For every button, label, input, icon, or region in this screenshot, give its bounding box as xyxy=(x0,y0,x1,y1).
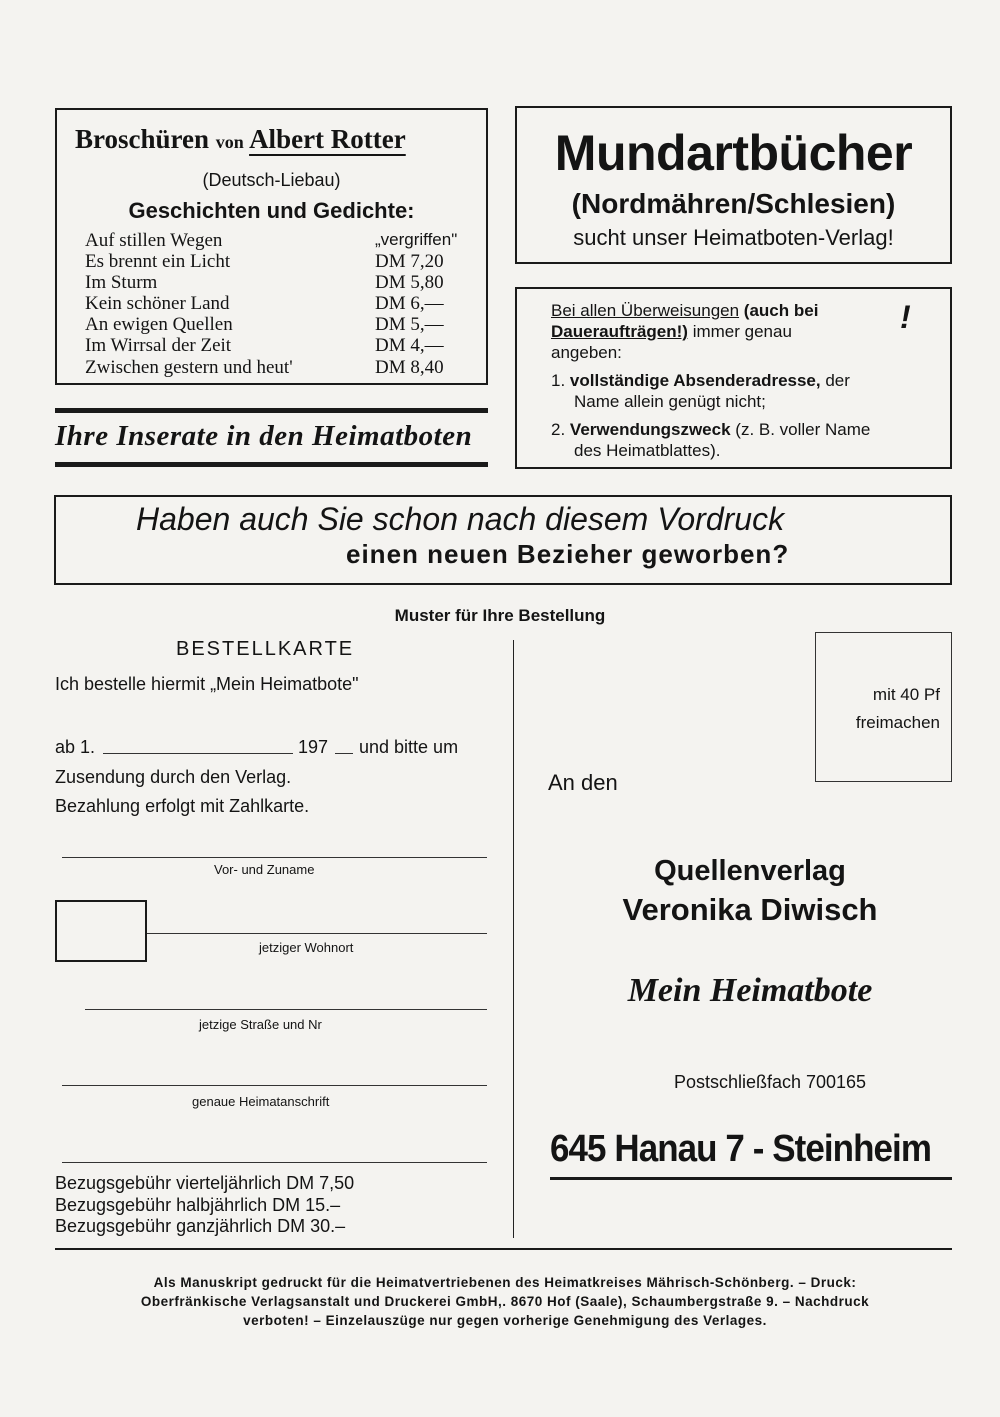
order-line-4: Bezahlung erfolgt mit Zahlkarte. xyxy=(55,796,310,816)
subscriber-ad-line-2: einen neuen Bezieher geworben? xyxy=(346,539,790,569)
mundart-line: sucht unser Heimatboten-Verlag! xyxy=(573,225,894,250)
brochure-price: DM 8,40 xyxy=(375,357,444,378)
inserate-rule-top xyxy=(55,408,488,413)
notice-line-3: angeben: xyxy=(551,343,622,362)
brochure-title: Zwischen gestern und heut' xyxy=(85,357,293,378)
notice-line-1 xyxy=(551,301,818,321)
brochure-row xyxy=(85,230,465,252)
heimat-line xyxy=(62,1085,487,1086)
brochure-row xyxy=(85,272,465,294)
publisher-name: Quellenverlag xyxy=(654,855,846,887)
item-number: 1. xyxy=(551,371,566,390)
brochure-price: DM 7,20 xyxy=(375,251,444,272)
rotter-heading: Geschichten und Gedichte: xyxy=(128,198,415,223)
extra-line xyxy=(62,1162,487,1163)
po-box: Postschließfach 700165 xyxy=(673,1072,867,1092)
author-name: Albert Rotter xyxy=(249,124,406,154)
notice-item-2-cont: des Heimatblattes). xyxy=(574,441,721,460)
name-line xyxy=(62,857,487,858)
mundart-subtitle: (Nordmähren/Schlesien) xyxy=(571,188,896,219)
publisher-owner: Veronika Diwisch xyxy=(622,892,878,927)
imprint-line-2: Oberfränkische Verlagsanstalt und Druckerei GmbH,. 8670 Hof (Saale), Schaumbergstraße 9. – Nachdruck xyxy=(140,1294,870,1309)
sample-heading: Muster für Ihre Bestellung xyxy=(394,606,606,625)
item-text: der xyxy=(825,371,850,390)
order-suffix: und bitte um xyxy=(359,737,459,757)
fee-quarterly: Bezugsgebühr vierteljährlich DM 7,50 xyxy=(55,1173,355,1193)
brochure-row xyxy=(85,335,465,357)
imprint-line-3: verboten! – Einzelauszüge nur gegen vorherige Genehmigung des Verlages. xyxy=(243,1313,767,1328)
brochure-title: Im Sturm xyxy=(85,272,158,293)
label-wohnort: jetziger Wohnort xyxy=(259,940,354,955)
newspaper-name: Mein Heimatbote xyxy=(627,972,873,1009)
brochure-price: DM 5,— xyxy=(375,314,444,335)
brochure-row xyxy=(85,293,465,315)
footer-rule xyxy=(55,1248,952,1250)
brochure-title: Kein schöner Land xyxy=(85,293,230,314)
city-underline xyxy=(550,1177,952,1180)
brochure-row xyxy=(85,251,465,273)
label-strasse: jetzige Straße und Nr xyxy=(199,1017,322,1032)
stamp-box xyxy=(815,632,952,782)
notice-line-2 xyxy=(551,322,792,342)
notice-item-1-cont: Name allein genügt nicht; xyxy=(574,392,766,411)
title-prefix: Broschüren xyxy=(75,124,210,154)
inserate-rule-bottom xyxy=(55,462,488,467)
order-line-3: Zusendung durch den Verlag. xyxy=(55,767,292,787)
brochure-title: Im Wirrsal der Zeit xyxy=(85,335,232,356)
brochure-row xyxy=(85,357,465,379)
label-heimat: genaue Heimatanschrift xyxy=(192,1094,330,1109)
brochure-price: DM 5,80 xyxy=(375,272,444,293)
order-year xyxy=(298,737,328,758)
brochure-title: An ewigen Quellen xyxy=(85,314,233,335)
fee-halfyear: Bezugsgebühr halbjährlich DM 15.– xyxy=(55,1195,341,1215)
rotter-box-title xyxy=(75,124,406,155)
imprint-footer xyxy=(75,1273,935,1330)
fee-yearly: Bezugsgebühr ganzjährlich DM 30.– xyxy=(55,1216,346,1236)
title-von: von xyxy=(215,132,244,152)
brochure-title: Es brennt ein Licht xyxy=(85,251,231,272)
city-address: 645 Hanau 7 - Steinheim xyxy=(550,1128,932,1170)
notice-item-1 xyxy=(551,371,850,391)
item-bold: Verwendungszweck xyxy=(569,420,731,439)
inserate-banner: Ihre Inserate in den Heimatboten xyxy=(55,420,473,452)
form-small-box xyxy=(55,900,147,962)
exclamation-mark: ! xyxy=(900,299,911,335)
subscriber-ad-line-1: Haben auch Sie schon nach diesem Vordruck xyxy=(136,501,785,537)
label-name: Vor- und Zuname xyxy=(214,862,315,877)
item-bold: vollständige Absenderadresse, xyxy=(569,371,821,390)
address-to: An den xyxy=(548,770,618,795)
start-prefix: ab 1. xyxy=(55,737,96,757)
stamp-line-1: mit 40 Pf xyxy=(872,685,940,704)
transfer-notice-box xyxy=(515,287,952,469)
order-line-1: Ich bestelle hiermit „Mein Heimatbote" xyxy=(55,674,359,694)
item-number: 2. xyxy=(551,420,566,439)
rotter-subtitle: (Deutsch-Liebau) xyxy=(202,170,341,190)
brochure-price: DM 6,— xyxy=(375,293,444,314)
year-blank-line xyxy=(335,753,353,754)
strasse-line xyxy=(85,1009,487,1010)
year-prefix: 197 xyxy=(298,737,329,757)
notice-underlined: Bei allen Überweisungen xyxy=(551,301,740,320)
rotter-brochures-box xyxy=(55,108,488,385)
brochure-price: „vergriffen" xyxy=(375,230,458,249)
card-divider xyxy=(513,640,514,1238)
day-blank-line xyxy=(103,753,293,754)
brochure-price: DM 4,— xyxy=(375,335,444,356)
brochure-row xyxy=(85,314,465,336)
brochure-title: Auf stillen Wegen xyxy=(85,230,223,251)
notice-item-2 xyxy=(551,420,870,440)
mundart-box xyxy=(515,106,952,264)
imprint-line-1: Als Manuskript gedruckt für die Heimatvertriebenen des Heimatkreises Mährisch-Schönberg. – Druck: xyxy=(153,1275,857,1290)
order-card-title: BESTELLKARTE xyxy=(176,638,355,660)
stamp-line-2: freimachen xyxy=(855,713,940,732)
order-start-date xyxy=(55,737,95,758)
mundart-title: Mundartbücher xyxy=(554,125,913,181)
notice-bold: (auch bei xyxy=(743,301,819,320)
notice-bold-underlined: Daueraufträgen!) xyxy=(551,322,688,341)
wohnort-line xyxy=(147,933,487,934)
notice-text: immer genau xyxy=(692,322,792,341)
item-text: (z. B. voller Name xyxy=(735,420,871,439)
subscriber-ad-box xyxy=(54,495,952,585)
